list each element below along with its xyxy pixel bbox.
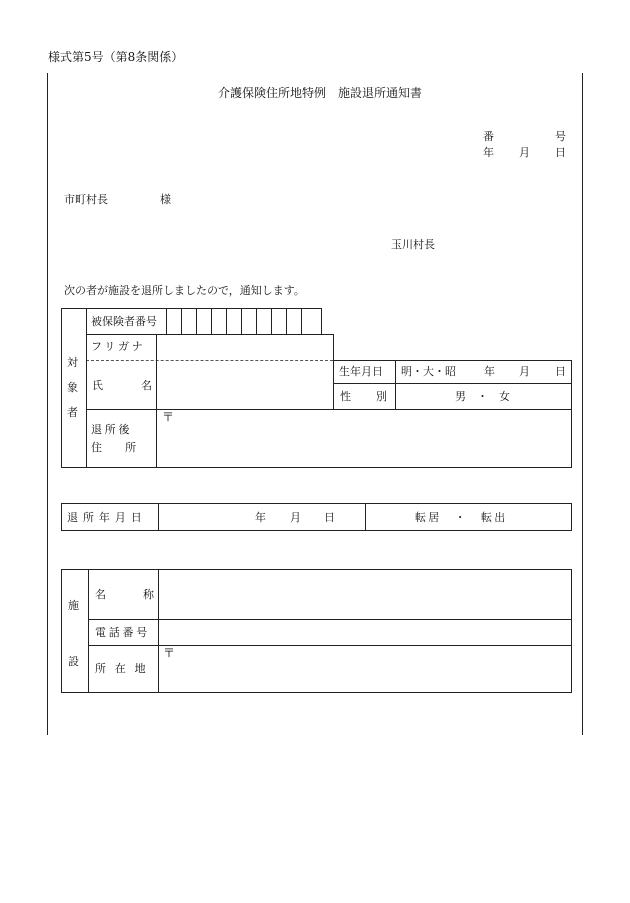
date-year-label: 年 xyxy=(483,146,494,159)
insured-number-box-line xyxy=(321,308,322,335)
era-options: 明・大・昭 xyxy=(401,365,456,378)
subject-label-divider xyxy=(86,308,87,468)
post-address-label-line2: 住所 xyxy=(91,441,160,454)
birth-row-bottom-line xyxy=(333,383,571,384)
form-reference: 様式第5号（第8条関係） xyxy=(48,50,184,64)
birth-day-label: 日 xyxy=(555,365,566,378)
insured-number-box-line xyxy=(226,308,227,335)
insured-number-label: 被保険者番号 xyxy=(91,315,157,328)
facility-left-line xyxy=(61,569,62,693)
facility-location-label: 所在地 xyxy=(95,662,155,675)
insured-number-bottom-line xyxy=(86,334,333,335)
discharge-right-line xyxy=(571,503,572,531)
discharge-month-label: 月 xyxy=(290,511,301,524)
sex-label-char2: 別 xyxy=(376,390,387,403)
discharge-reason-divider xyxy=(365,503,366,531)
discharge-left-line xyxy=(61,503,62,531)
insured-number-box-line xyxy=(286,308,287,335)
addressee-label: 市町村長 xyxy=(64,193,108,206)
subject-left-line xyxy=(61,308,62,468)
sender-name: 玉川村長 xyxy=(391,238,435,251)
furigana-divider xyxy=(86,360,333,361)
name-label-char2: 名 xyxy=(141,379,152,392)
facility-postal-mark: 〒 xyxy=(163,646,176,660)
name-row-bottom-line xyxy=(86,409,571,410)
frame-left-line xyxy=(47,73,48,735)
date-month-label: 月 xyxy=(519,146,530,159)
facility-phone-label: 電話番号 xyxy=(95,626,150,639)
facility-name-bottom-line xyxy=(88,619,571,620)
discharge-bottom-line xyxy=(61,530,571,531)
insured-number-box-line xyxy=(241,308,242,335)
post-address-label-line1: 退所後 xyxy=(91,423,133,436)
discharge-day-label: 日 xyxy=(324,511,335,524)
intro-text: 次の者が施設を退所しましたので，通知します。 xyxy=(64,284,305,297)
frame-right-line xyxy=(582,73,583,735)
facility-phone-bottom-line xyxy=(88,645,571,646)
sex-label-char1: 性 xyxy=(340,390,351,403)
date-day-label: 日 xyxy=(555,146,566,159)
facility-top-line xyxy=(61,569,571,570)
document-title: 介護保険住所地特例 施設退所通知書 xyxy=(218,86,423,100)
discharge-year-label: 年 xyxy=(255,511,266,524)
post-address-postal-mark: 〒 xyxy=(162,410,175,424)
insured-number-box-line xyxy=(181,308,182,335)
discharge-reason-options: 転居 ・ 転出 xyxy=(415,511,508,524)
facility-bottom-line xyxy=(61,692,571,693)
facility-value-divider xyxy=(158,569,159,693)
facility-side-label-1: 施 xyxy=(68,599,79,612)
discharge-date-label: 退所年月日 xyxy=(67,511,147,524)
insured-number-box-line xyxy=(301,308,302,335)
sex-options: 男 ・ 女 xyxy=(455,390,510,403)
name-label-char1: 氏 xyxy=(92,379,103,392)
facility-name-label-char2: 称 xyxy=(143,588,154,601)
facility-side-label-2: 設 xyxy=(68,655,79,668)
subject-side-label-1: 対 xyxy=(67,356,78,369)
insured-number-box-line xyxy=(211,308,212,335)
facility-label-divider xyxy=(88,569,89,693)
subject-top-line xyxy=(61,308,322,309)
subject-right-line xyxy=(571,360,572,468)
subject-side-label-2: 象 xyxy=(67,381,78,394)
discharge-top-line xyxy=(61,503,571,504)
birth-row-top-line xyxy=(333,360,571,361)
number-label-char2: 号 xyxy=(555,130,566,143)
insured-number-box-line xyxy=(196,308,197,335)
insured-number-box-line xyxy=(256,308,257,335)
insured-number-box-line xyxy=(271,308,272,335)
facility-right-line xyxy=(571,569,572,693)
discharge-label-divider xyxy=(158,503,159,531)
insured-number-box-line xyxy=(166,308,167,335)
subject-side-label-3: 者 xyxy=(67,406,78,419)
addressee-honorific: 様 xyxy=(160,193,171,206)
birthdate-label: 生年月日 xyxy=(339,365,383,378)
birth-month-label: 月 xyxy=(519,365,530,378)
birth-year-label: 年 xyxy=(484,365,495,378)
subject-bottom-line xyxy=(61,467,571,468)
facility-name-label-char1: 名 xyxy=(95,588,106,601)
name-right-divider xyxy=(333,334,334,410)
birth-sex-value-divider xyxy=(395,360,396,410)
furigana-label: フリガナ xyxy=(91,340,146,353)
number-label-char1: 番 xyxy=(483,130,494,143)
